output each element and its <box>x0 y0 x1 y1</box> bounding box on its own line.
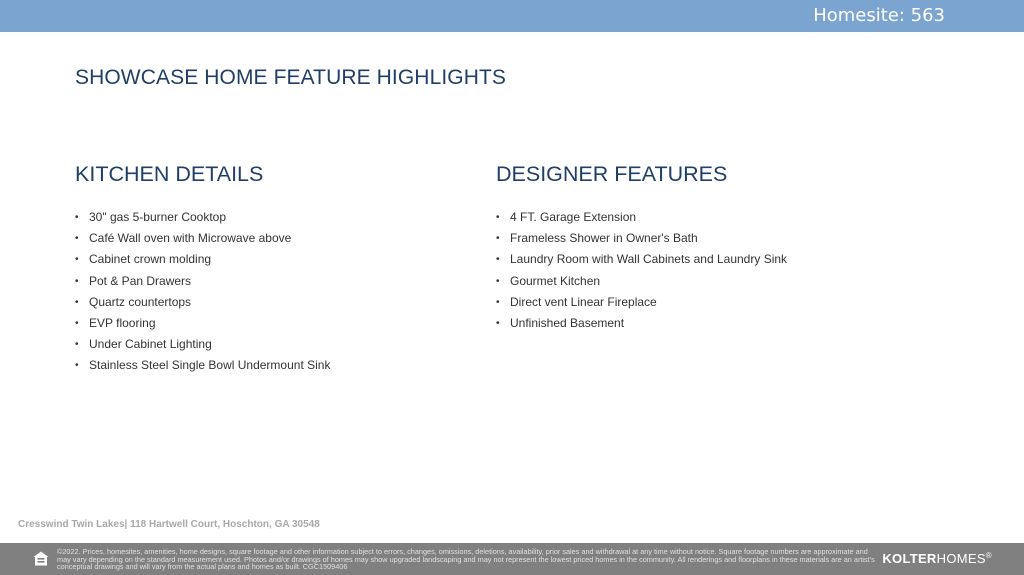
bullet-icon: • <box>496 275 500 287</box>
list-item: • Stainless Steel Single Bowl Undermount Sink <box>75 355 475 376</box>
bullet-icon: • <box>75 254 79 266</box>
list-item: • Frameless Shower in Owner's Bath <box>496 228 996 249</box>
designer-features-list <box>496 207 996 334</box>
bullet-icon: • <box>496 254 500 266</box>
homesite-label: Homesite: 563 <box>813 5 945 26</box>
list-item: • Under Cabinet Lighting <box>75 334 475 355</box>
bullet-icon: • <box>75 275 79 287</box>
page-title: SHOWCASE HOME FEATURE HIGHLIGHTS <box>75 66 507 89</box>
kitchen-details-heading: KITCHEN DETAILS <box>75 162 264 186</box>
kitchen-details-section <box>75 162 475 377</box>
community-address: Cresswind Twin Lakes| 118 Hartwell Court, Hoschton, GA 30548 <box>18 519 320 530</box>
bullet-icon: • <box>75 233 79 245</box>
designer-features-section <box>496 162 996 334</box>
kitchen-details-list <box>75 207 475 377</box>
bullet-icon: • <box>496 212 500 223</box>
list-item: • Pot & Pan Drawers <box>75 271 475 292</box>
footer-bar <box>0 543 1024 575</box>
list-item: • 4 FT. Garage Extension <box>496 207 996 228</box>
list-item: • Laundry Room with Wall Cabinets and Laundry Sink <box>496 249 996 270</box>
kolter-homes-logo: KOLTERHOMES® <box>882 551 992 566</box>
bullet-icon: • <box>496 296 500 308</box>
top-banner <box>0 0 1024 32</box>
list-item: • Unfinished Basement <box>496 313 996 334</box>
list-item: • Direct vent Linear Fireplace <box>496 292 996 313</box>
list-item: • Gourmet Kitchen <box>496 271 996 292</box>
bullet-icon: • <box>75 360 79 372</box>
bullet-icon: • <box>496 317 500 329</box>
equal-housing-opportunity-icon <box>33 551 49 566</box>
designer-features-heading: DESIGNER FEATURES <box>496 162 728 186</box>
bullet-icon: • <box>496 233 500 245</box>
list-item: • Cabinet crown molding <box>75 249 475 270</box>
bullet-icon: • <box>75 296 79 308</box>
list-item: • EVP flooring <box>75 313 475 334</box>
list-item: • Quartz countertops <box>75 292 475 313</box>
legal-disclaimer: ©2022. Prices, homesites, amenities, home designs, square footage and other information subject to errors, changes, omissions, deletions, availability, prior sales and withdrawal at any time without notice. Square footage numbers are approximate and may vary depending on the standard measurement used. Photos and/or drawings of homes may show upgraded landscaping and may not represent the lowest priced homes in the community. All renderings and floorplans in these materials are an artist's conceptual drawings and will vary from the actual plans and homes as built. CGC1509406 <box>57 547 875 572</box>
bullet-icon: • <box>75 212 79 223</box>
bullet-icon: • <box>75 317 79 329</box>
list-item: • Café Wall oven with Microwave above <box>75 228 475 249</box>
list-item: • 30" gas 5-burner Cooktop <box>75 207 475 228</box>
bullet-icon: • <box>75 339 79 351</box>
